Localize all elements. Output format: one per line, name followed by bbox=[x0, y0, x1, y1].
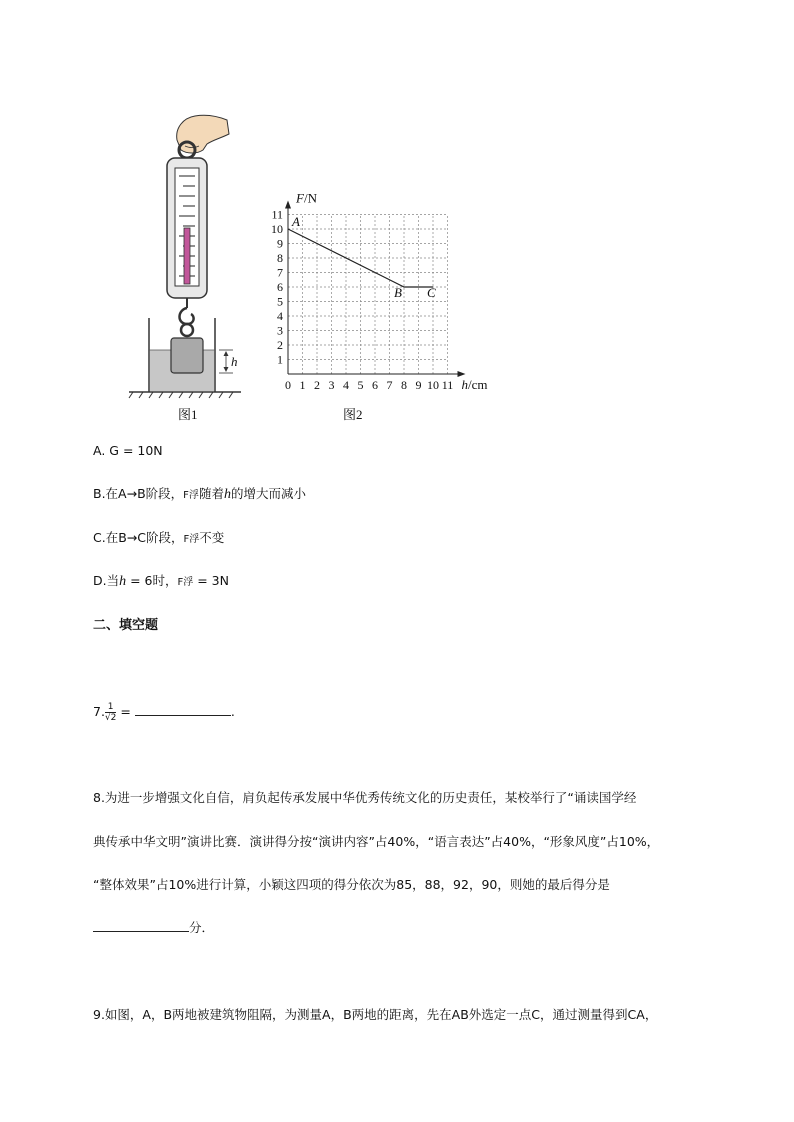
option-b-symbol: F浮 bbox=[183, 490, 199, 501]
q8-line4 bbox=[93, 918, 214, 936]
option-a-text: A. G = 10N bbox=[93, 443, 163, 458]
y-tick-label: 4 bbox=[277, 309, 283, 323]
x-axis-title: h/cm bbox=[461, 377, 488, 392]
x-tick-label: 11 bbox=[441, 378, 454, 392]
option-b bbox=[93, 484, 306, 503]
q8-line3: “整体效果”占10%进行计算，小颖这四项的得分依次为85，88，92，90，则她的最后得分是 bbox=[93, 877, 610, 892]
q7-number: 7. bbox=[93, 704, 105, 719]
q8-line2: 典传承中华文明”演讲比赛．演讲得分按“演讲内容”占40%，“语言表达”占40%，“形象风度”占10%， bbox=[93, 834, 660, 849]
section-title: 二、填空题 bbox=[93, 618, 159, 633]
option-d bbox=[93, 571, 229, 590]
y-tick-label: 3 bbox=[277, 323, 283, 338]
y-axis-title: F/N bbox=[296, 190, 317, 206]
figure2-caption: 图2 bbox=[343, 407, 363, 422]
y-tick-label: 5 bbox=[277, 294, 283, 309]
option-b-mid: B阶段， bbox=[137, 486, 184, 501]
point-label-b: B bbox=[394, 285, 402, 300]
x-tick-label: 9 bbox=[415, 378, 422, 392]
x-tick-label: 5 bbox=[357, 378, 364, 392]
q7-denominator: √2 bbox=[104, 713, 117, 723]
option-c-mid: C阶段， bbox=[137, 530, 184, 545]
q7-numerator: 1 bbox=[105, 702, 116, 713]
option-b-end: 的增大而减小 bbox=[230, 486, 306, 501]
x-tick-label: 7 bbox=[386, 378, 393, 392]
option-b-prefix: B.在A bbox=[93, 486, 127, 501]
point-label-c: C bbox=[427, 285, 436, 300]
x-tick-label: 1 bbox=[299, 378, 306, 392]
x-tick-label: 3 bbox=[328, 378, 335, 392]
option-b-var: h bbox=[223, 487, 231, 502]
arrow-right-icon: → bbox=[126, 486, 138, 501]
y-tick-label: 1 bbox=[277, 352, 283, 367]
option-c-suffix: 不变 bbox=[199, 530, 225, 545]
option-a bbox=[93, 443, 163, 458]
y-tick-label: 9 bbox=[277, 236, 283, 251]
depth-label: h bbox=[231, 354, 238, 369]
option-d-mid: = 6时， bbox=[126, 573, 178, 588]
option-d-suffix: = 3N bbox=[193, 573, 229, 588]
q7-fraction bbox=[105, 702, 116, 723]
y-tick-label: 6 bbox=[277, 280, 283, 294]
q7-end: . bbox=[230, 704, 235, 719]
option-c-symbol: F浮 bbox=[183, 534, 200, 545]
question-7 bbox=[93, 702, 235, 723]
q8-answer-blank[interactable] bbox=[93, 919, 189, 932]
y-tick-label: 2 bbox=[277, 338, 283, 352]
x-tick-label: 4 bbox=[343, 378, 349, 392]
q8-line1: 8.为进一步增强文化自信，肩负起传承发展中华优秀传统文化的历史责任，某校举行了“诵读国学经 bbox=[93, 790, 637, 805]
option-b-suffix: 随着 bbox=[198, 486, 224, 501]
y-axis-arrow bbox=[285, 201, 291, 209]
figure2-chart bbox=[262, 188, 502, 400]
y-tick-label: 11 bbox=[271, 207, 283, 222]
option-d-prefix: D.当 bbox=[93, 573, 120, 588]
x-tick-label: 2 bbox=[314, 378, 320, 392]
x-tick-label: 10 bbox=[427, 378, 439, 392]
figure1-caption: 图1 bbox=[178, 407, 198, 422]
point-label-a: A bbox=[292, 214, 300, 229]
y-tick-label: 10 bbox=[271, 222, 283, 236]
x-tick-label: 8 bbox=[401, 378, 407, 392]
q8-end: 分． bbox=[189, 920, 215, 935]
y-tick-label: 8 bbox=[277, 251, 283, 265]
option-c bbox=[93, 528, 224, 546]
option-d-var: h bbox=[119, 574, 127, 589]
x-tick-label: 0 bbox=[285, 378, 291, 392]
figure1-apparatus bbox=[125, 110, 245, 410]
option-d-symbol: F浮 bbox=[177, 577, 194, 588]
arrow-right-icon: → bbox=[126, 530, 138, 545]
y-tick-label: 7 bbox=[277, 265, 283, 280]
q7-answer-blank[interactable] bbox=[135, 703, 231, 716]
x-tick-label: 6 bbox=[372, 378, 378, 392]
q9-line1: 9.如图，A，B两地被建筑物阻隔，为测量A，B两地的距离，先在AB外选定一点C，通过测量得到CA， bbox=[93, 1007, 658, 1022]
option-c-prefix: C.在B bbox=[93, 530, 127, 545]
hand-icon bbox=[177, 115, 229, 153]
q7-equals: = bbox=[116, 704, 135, 719]
